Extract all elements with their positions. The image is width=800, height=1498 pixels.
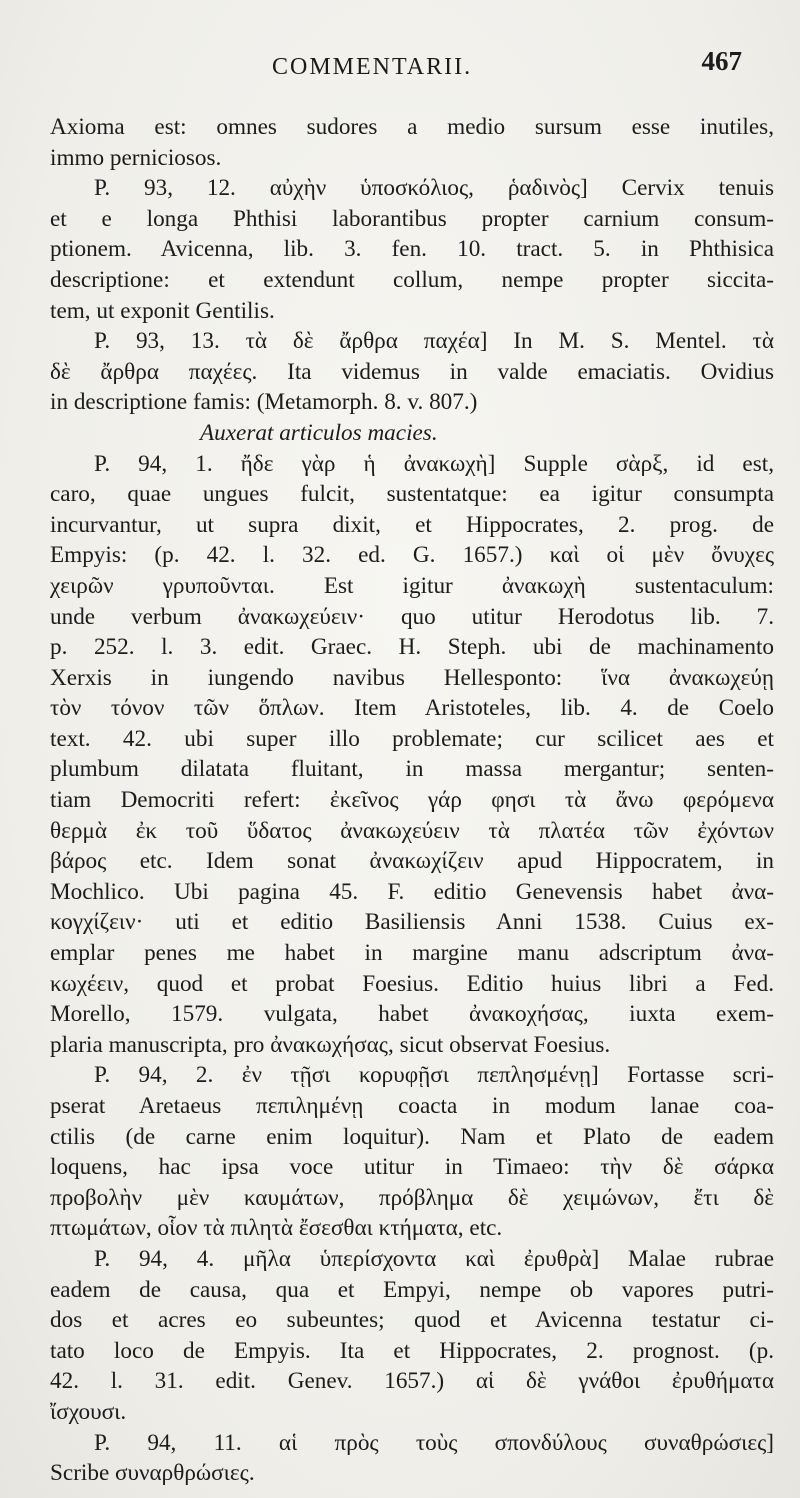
text-line: tato loco de Empyis. Ita et Hippocrates, 2. prognost. (p.: [50, 1337, 774, 1364]
text-line: dos et acres eo subeuntes; quod et Avicenna testatur ci-: [50, 1307, 774, 1334]
text-line: P. 93, 13. τὰ δὲ ἄρθρα παχέα] In M. S. Mentel. τὰ: [94, 328, 774, 355]
text-line: unde verbum ἀνακωχεύειν· quo utitur Herodotus lib. 7.: [50, 603, 774, 630]
text-line: pserat Aretaeus πεπιλημένῃ coacta in modum lanae coa-: [50, 1093, 774, 1119]
text-line: Scribe συναρθρώσιες.: [50, 1460, 255, 1487]
text-line: immo perniciosos.: [50, 144, 222, 171]
text-line: 42. l. 31. edit. Genev. 1657.) αἱ δὲ γνάθοι ἐρυθήματα: [50, 1368, 774, 1395]
text-line: πτωμάτων, οἷον τὰ πιλητὰ ἔσεσθαι κτήματα, etc.: [50, 1215, 503, 1242]
text-line: βάρος etc. Idem sonat ἀνακωχίζειν apud Hippocratem, in: [50, 848, 774, 875]
text-line: loquens, hac ipsa voce utitur in Timaeo: τὴν δὲ σάρκα: [50, 1154, 774, 1181]
text-line: προβολὴν μὲν καυμάτων, πρόβλημα δὲ χειμώνων, ἔτι δὲ: [50, 1184, 774, 1211]
text-line: θερμὰ ἐκ τοῦ ὕδατος ἀνακωχεύειν τὰ πλατέα τῶν ἐχόντων: [50, 817, 774, 844]
text-line: κωχέειν, quod et probat Foesius. Editio huius libri a Fed.: [50, 970, 774, 997]
text-line: P. 94, 11. αἱ πρὸς τοὺς σπονδύλους συναθρώσιες]: [94, 1429, 774, 1456]
text-line: κογχίζειν· uti et editio Basiliensis Anni 1538. Cuius ex-: [50, 909, 774, 936]
text-line: Auxerat articulos macies.: [200, 419, 438, 446]
text-line: in descriptione famis: (Metamorph. 8. v. 807.): [50, 389, 478, 416]
text-line: Mochlico. Ubi pagina 45. F. editio Genevensis habet ἀνα-: [50, 878, 774, 905]
text-line: plumbum dilatata fluitant, in massa mergantur; senten-: [50, 756, 774, 783]
text-line: P. 94, 4. μῆλα ὑπερίσχοντα καὶ ἐρυθρὰ] Malae rubrae: [94, 1245, 774, 1272]
text-line: tiam Democriti refert: ἐκεῖνος γάρ φησι τὰ ἄνω φερόμενα: [50, 787, 774, 814]
text-line: descriptione: et extendunt collum, nempe propter siccita-: [50, 266, 774, 293]
text-line: P. 94, 2. ἐν τῇσι κορυφῇσι πεπλησμένῃ] Fortasse scri-: [94, 1062, 774, 1089]
text-line: ἴσχουσι.: [50, 1398, 127, 1425]
text-line: Morello, 1579. vulgata, habet ἀνακοχήσας, iuxta exem-: [50, 1001, 774, 1028]
text-line: emplar penes me habet in margine manu adscriptum ἀνα-: [50, 940, 774, 967]
text-line: plaria manuscripta, pro ἀνακωχήσας, sicut observat Foesius.: [50, 1031, 611, 1058]
text-line: eadem de causa, qua et Empyi, nempe ob vapores putri-: [50, 1276, 774, 1303]
text-line: ptionem. Avicenna, lib. 3. fen. 10. tract. 5. in Phthisica: [50, 236, 774, 263]
text-line: δὲ ἄρθρα παχέες. Ita videmus in valde emaciatis. Ovidius: [50, 358, 774, 385]
text-line: p. 252. l. 3. edit. Graec. H. Steph. ubi de machinamento: [50, 634, 774, 661]
text-line: caro, quae ungues fulcit, sustentatque: ea igitur consumpta: [50, 481, 774, 508]
text-line: text. 42. ubi super illo problemate; cur scilicet aes et: [50, 725, 774, 752]
text-line: τὸν τόνον τῶν ὅπλων. Item Aristoteles, lib. 4. de Coelo: [50, 695, 774, 722]
text-line: incurvantur, ut supra dixit, et Hippocrates, 2. prog. de: [50, 511, 774, 538]
text-line: χειρῶν γρυποῦνται. Est igitur ἀνακωχὴ sustentaculum:: [50, 572, 774, 599]
running-head: COMMENTARII.: [272, 54, 473, 80]
text-line: Xerxis in iungendo navibus Hellesponto: ἵνα ἀνακωχεύῃ: [50, 664, 774, 691]
page-number: 467: [701, 46, 742, 76]
text-line: Axioma est: omnes sudores a medio sursum esse inutiles,: [50, 114, 774, 140]
text-line: P. 94, 1. ἤδε γὰρ ἡ ἀνακωχὴ] Supple σὰρξ, id est,: [94, 450, 774, 477]
text-line: Empyis: (p. 42. l. 32. ed. G. 1657.) καὶ οἱ μὲν ὄνυχες: [50, 542, 774, 569]
page-header: [112, 46, 752, 86]
text-line: et e longa Phthisi laborantibus propter carnium consum-: [50, 205, 774, 232]
text-line: ctilis (de carne enim loquitur). Nam et Plato de eadem: [50, 1123, 774, 1150]
text-line: tem, ut exponit Gentilis.: [50, 297, 275, 324]
commentary-text: [50, 112, 774, 1489]
text-line: P. 93, 12. αὐχὴν ὑποσκόλιος, ῥαδινὸς] Cervix tenuis: [94, 175, 774, 202]
